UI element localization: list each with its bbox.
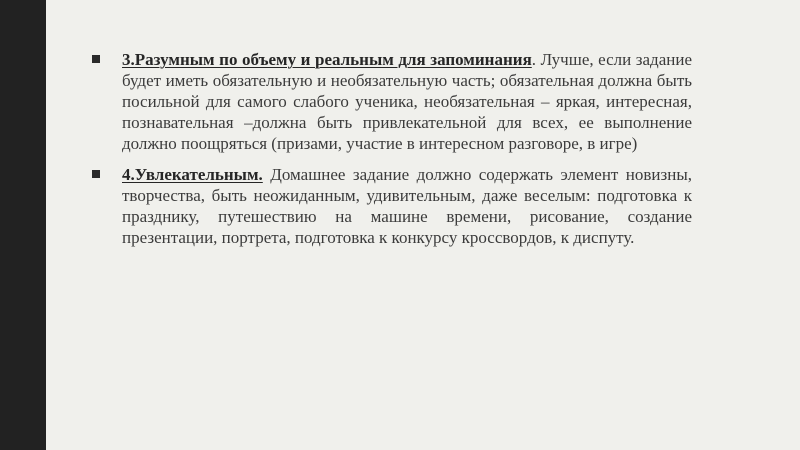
bullet-lead: 4.Увлекательным. bbox=[122, 165, 263, 184]
bullet-item-4 bbox=[92, 164, 692, 248]
square-bullet-icon bbox=[92, 55, 100, 63]
bullet-item-3 bbox=[92, 49, 692, 154]
left-accent-bar bbox=[0, 0, 46, 450]
bullet-body: . Лучше, если задание будет иметь обязательную и необязательную часть; обязательная должна быть посильной для самого слабого ученика, необязательная – яркая, интересная, познавательная –должна быть привлекательной для всех, ее выполнение должно поощряться (призами, участие в интересном разговоре, в игре) bbox=[122, 50, 692, 153]
bullet-lead: 3.Разумным по объему и реальным для запоминания bbox=[122, 50, 532, 69]
bullet-list bbox=[92, 49, 692, 258]
bullet-body: Домашнее задание должно содержать элемент новизны, творчества, быть неожиданным, удивительным, даже веселым: подготовка к празднику, путешествию на машине времени, рисование, создание презентации, портрета, подготовка к конкурсу кроссвордов, к диспуту. bbox=[122, 165, 692, 247]
square-bullet-icon bbox=[92, 170, 100, 178]
